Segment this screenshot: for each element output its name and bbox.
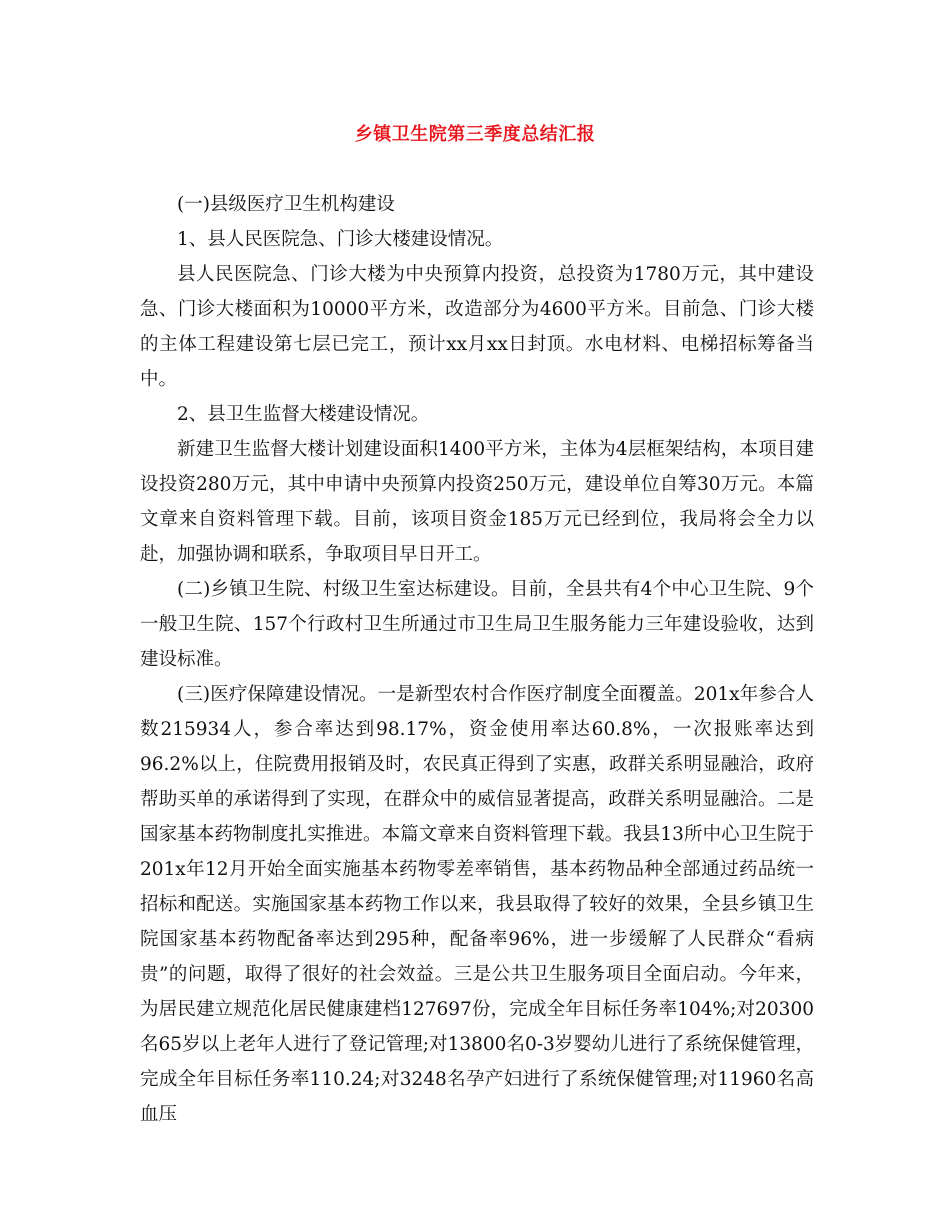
document-title: 乡镇卫生院第三季度总结汇报 bbox=[354, 124, 596, 145]
section-heading-county-institutions: (一)县级医疗卫生机构建设 bbox=[177, 194, 395, 215]
document-body bbox=[140, 187, 814, 1132]
paragraph-medical-security: (三)医疗保障建设情况。一是新型农村合作医疗制度全面覆盖。201x年参合人数215934人，参合率达到98.17%，资金使用率达60.8%，一次报账率达到96.2%以上，住院费用报销及时，农民真正得到了实惠，政群关系明显融洽，政府帮助买单的承诺得到了实现，在群众中的威信显著提高，政群关系明显融洽。二是国家基本药物制度扎实推进。本篇文章来自资料管理下载。我县13所中心卫生院于201x年12月开始全面实施基本药物零差率销售，基本药物品种全部通过药品统一招标和配送。实施国家基本药物工作以来，我县取得了较好的效果，全县乡镇卫生院国家基本药物配备率达到295种，配备率96%，进一步缓解了人民群众“看病贵”的问题，取得了很好的社会效益。三是公共卫生服务项目全面启动。今年来，为居民建立规范化居民健康建档127697份，完成全年目标任务率104%;对20300名65岁以上老年人进行了登记管理;对13800名0-3岁婴幼儿进行了系统保健管理，完成全年目标任务率110.24;对3248名孕产妇进行了系统保健管理;对11960名高血压 bbox=[140, 684, 814, 1125]
paragraph-hospital-building: 县人民医院急、门诊大楼为中央预算内投资，总投资为1780万元，其中建设急、门诊大楼面积为10000平方米，改造部分为4600平方米。目前急、门诊大楼的主体工程建设第七层已完工，预计xx月xx日封顶。水电材料、电梯招标筹备当中。 bbox=[140, 264, 814, 390]
subheading-hospital-building: 1、县人民医院急、门诊大楼建设情况。 bbox=[177, 229, 504, 250]
paragraph-township-clinics: (二)乡镇卫生院、村级卫生室达标建设。目前，全县共有4个中心卫生院、9个一般卫生院、157个行政村卫生所通过市卫生局卫生服务能力三年建设验收，达到建设标准。 bbox=[140, 579, 814, 670]
paragraph-supervision-building: 新建卫生监督大楼计划建设面积1400平方米，主体为4层框架结构，本项目建设投资280万元，其中申请中央预算内投资250万元，建设单位自筹30万元。本篇文章来自资料管理下载。目前，该项目资金185万元已经到位，我局将会全力以赴，加强协调和联系，争取项目早日开工。 bbox=[140, 439, 814, 565]
subheading-supervision-building: 2、县卫生监督大楼建设情况。 bbox=[177, 404, 430, 425]
